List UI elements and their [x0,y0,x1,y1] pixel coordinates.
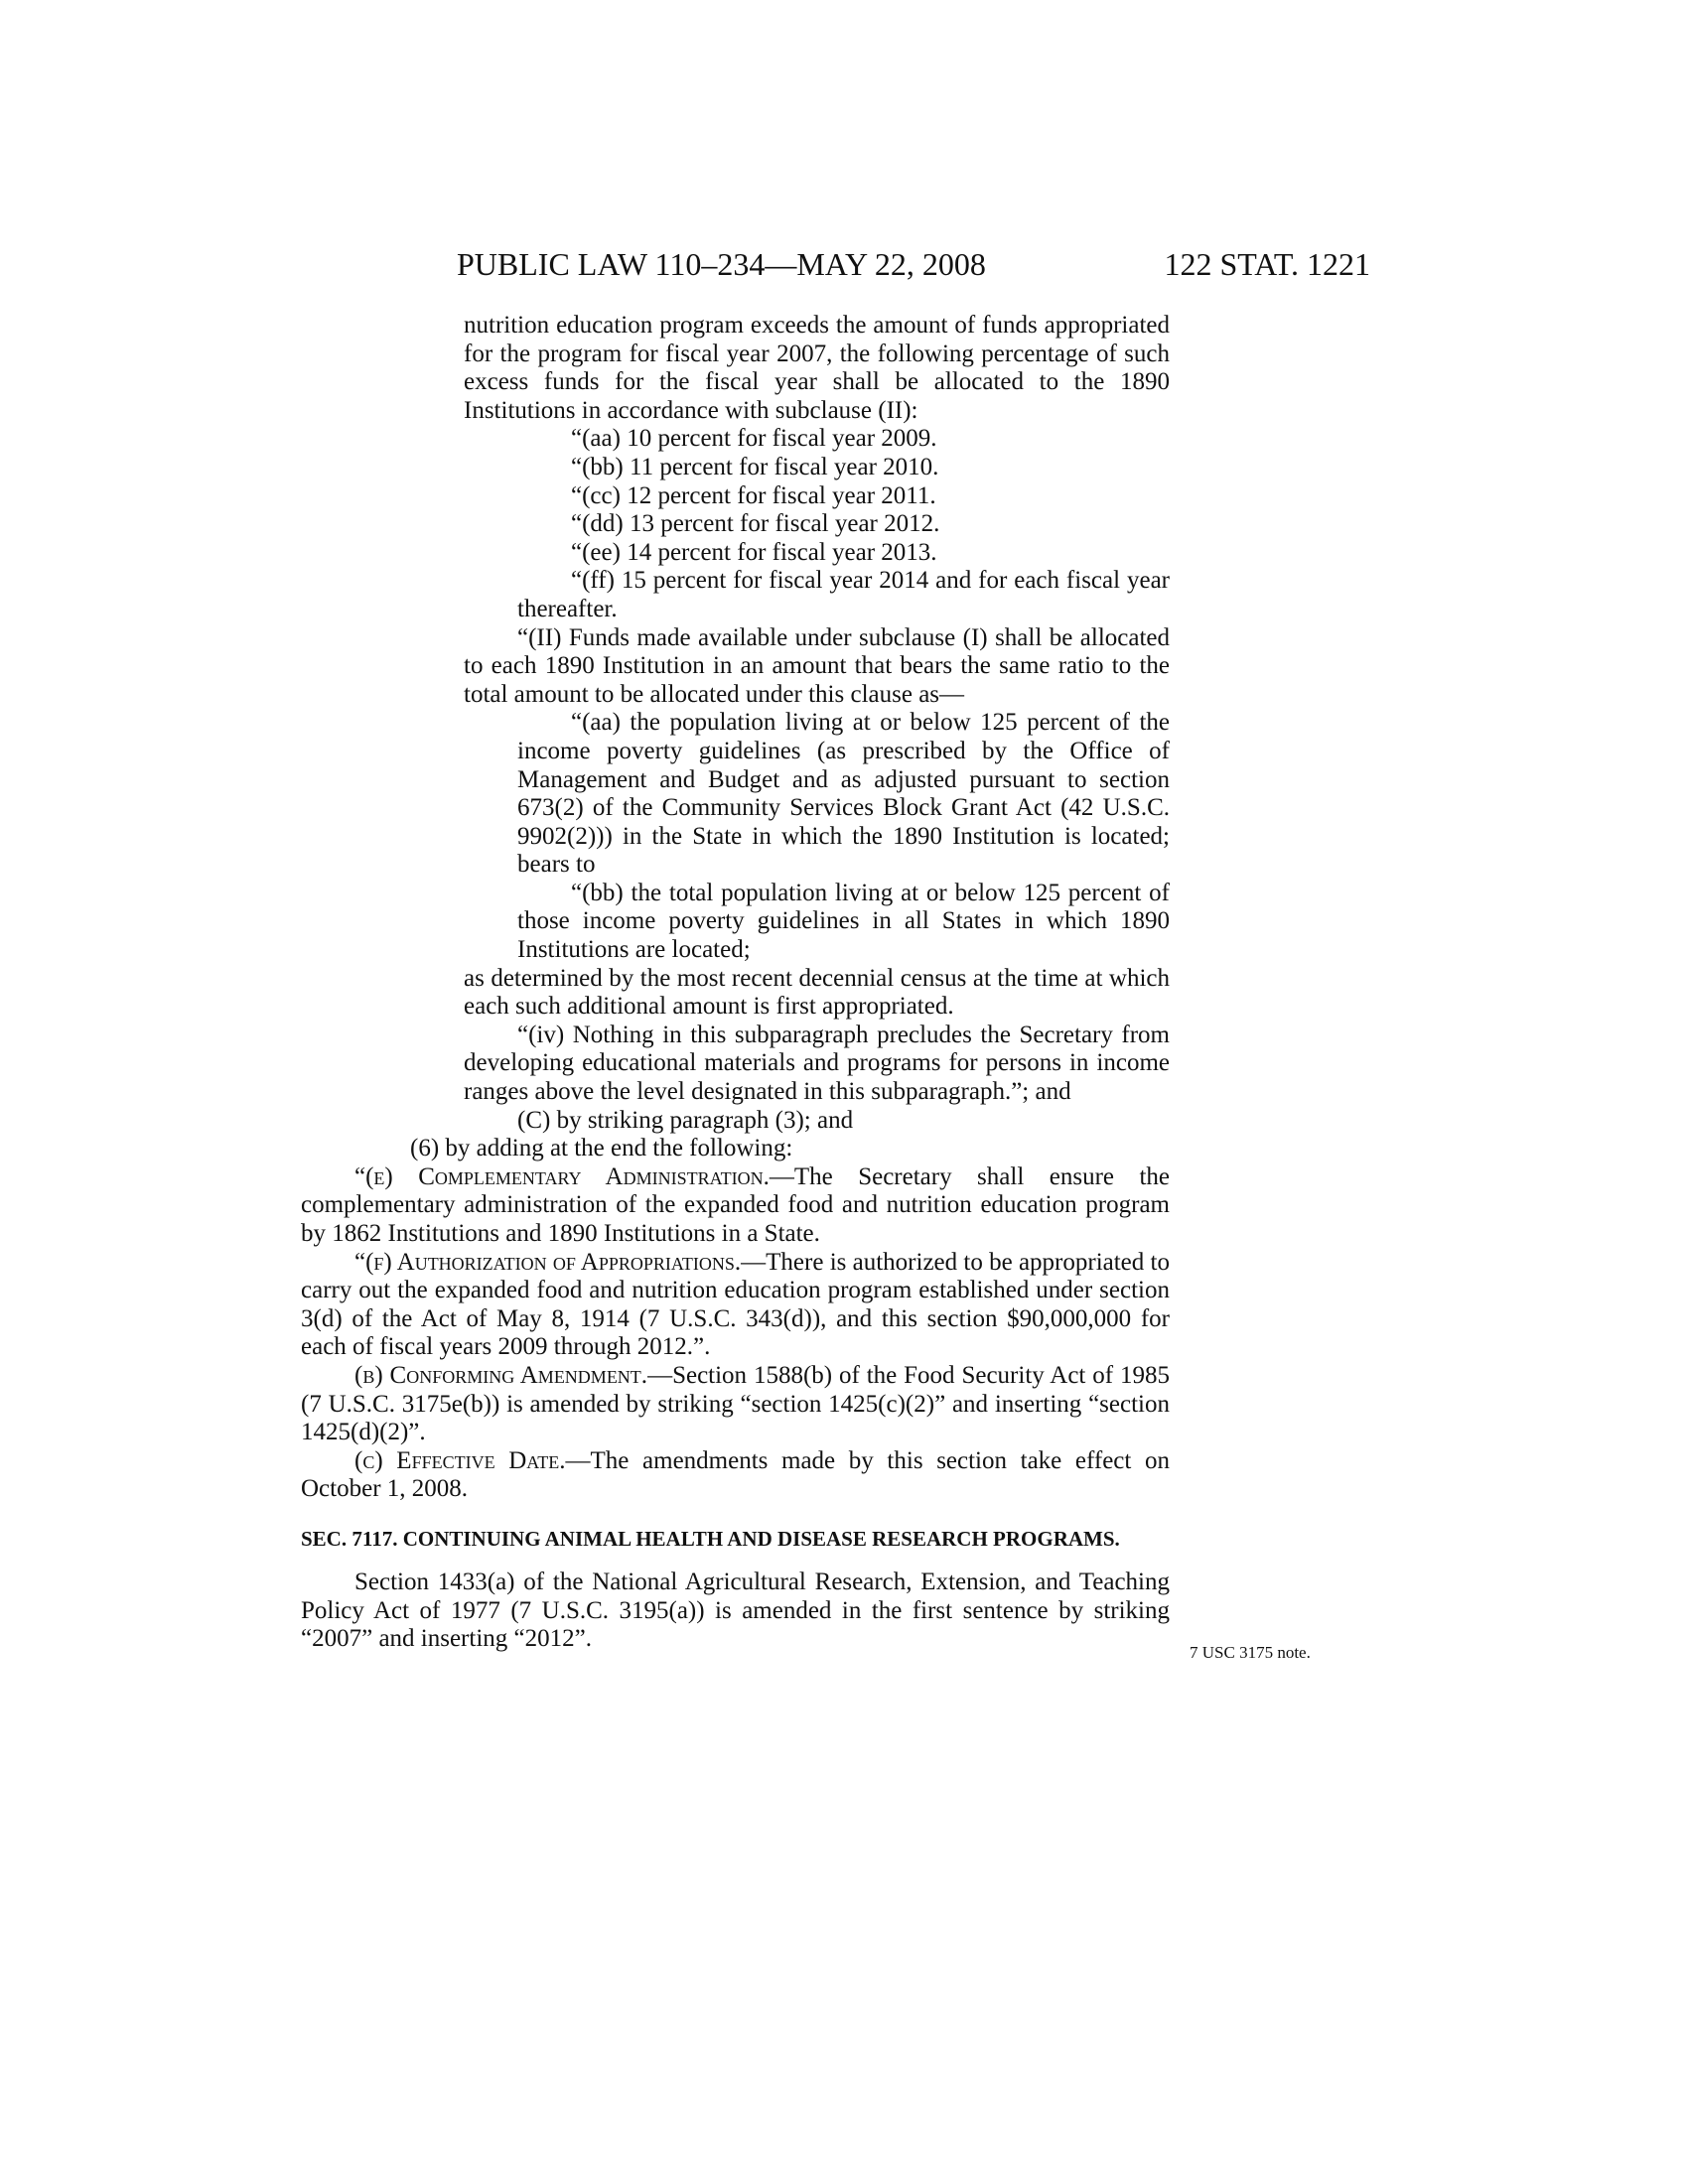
subclause-ii: “(II) Funds made available under subclause (I) shall be allocated to each 1890 Institution in an amount that bears the same ratio to the total amount to be allocated under this clause as— [464,623,1170,708]
subsection-f-text: —There is authorized to be appropriated to carry out the expanded food and nutrition education program established under section 3(d) of the Act of May 8, 1914 (7 U.S.C. 343(d)), and this section $90,000,000 for each of fiscal years 2009 through 2012.”. [301,1248,1170,1361]
subsection-c-heading: (c) Effective Date. [354,1446,566,1474]
list-item-cc: “(cc) 12 percent for fiscal year 2011. [571,481,936,509]
item-c-strike: (C) by striking paragraph (3); and [517,1106,854,1134]
paragraph-continuation: nutrition education program exceeds the amount of funds appropriated for the program for fiscal year 2007, the following percentage of such excess funds for the fiscal year shall be allocated to the 1890 Institutions in accordance with subclause (II): [464,312,1170,424]
clause-iv: “(iv) Nothing in this subparagraph precludes the Secretary from developing educational materials and programs for persons in income ranges above the level designated in this subparagraph.”; and [464,1021,1170,1106]
subsection-b-text: —Section 1588(b) of the Food Security Act of 1985 (7 U.S.C. 3175e(b)) is amended by striking “section 1425(c)(2)” and inserting “section 1425(d)(2)”. [301,1361,1171,1446]
subsection-b-heading: (b) Conforming Amendment. [354,1361,648,1389]
section-body: Section 1433(a) of the National Agricultural Research, Extension, and Teaching Policy Act of 1977 (7 U.S.C. 3195(a)) is amended in the first sentence by striking “2007” and inserting “2012”. [301,1568,1170,1653]
list-item-dd: “(dd) 13 percent for fiscal year 2012. [571,510,940,538]
section-heading: SEC. 7117. CONTINUING ANIMAL HEALTH AND DISEASE RESEARCH PROGRAMS. [301,1526,1120,1551]
page-header [457,244,1370,284]
subsection-c [301,1447,1170,1504]
list-item-bb: “(bb) 11 percent for fiscal year 2010. [571,453,939,480]
item-bb-population: “(bb) the total population living at or below 125 percent of those income poverty guidelines in all States in which 1890 Institutions are located; [517,879,1170,964]
subsection-b [301,1362,1170,1447]
subsection-e [301,1163,1170,1249]
running-head: PUBLIC LAW 110–234—MAY 22, 2008 [457,246,986,282]
list-item-ee: “(ee) 14 percent for fiscal year 2013. [571,538,937,566]
subsection-e-text: —The Secretary shall ensure the complementary administration of the expanded food and nutrition education program by 1862 Institutions and 1890 Institutions in a State. [301,1162,1171,1247]
item-aa-population: “(aa) the population living at or below 125 percent of the income poverty guidelines (as prescribed by the Office of Management and Budget and as adjusted pursuant to section 673(2) of the Community Services Block Grant Act (42 U.S.C. 9902(2))) in the State in which the 1890 Institution is located; bears to [517,709,1170,879]
subsection-e-heading: “(e) Complementary Administration. [354,1162,770,1190]
subsection-f [301,1249,1170,1362]
list-item-aa: “(aa) 10 percent for fiscal year 2009. [571,425,937,453]
page-body [301,312,1170,1654]
subsection-f-heading: “(f) Authorization of Appropriations. [354,1248,742,1276]
margin-note: 7 USC 3175 note. [1190,1643,1311,1662]
item-6-add: (6) by adding at the end the following: [410,1135,793,1162]
list-item-ff: “(ff) 15 percent for fiscal year 2014 and for each fiscal year thereafter. [517,567,1170,622]
statute-page-number: 122 STAT. 1221 [1164,246,1370,282]
subsection-c-text: —The amendments made by this section take effect on October 1, 2008. [301,1446,1170,1503]
census-clause: as determined by the most recent decennial census at the time at which each such additional amount is first appropriated. [464,964,1170,1021]
